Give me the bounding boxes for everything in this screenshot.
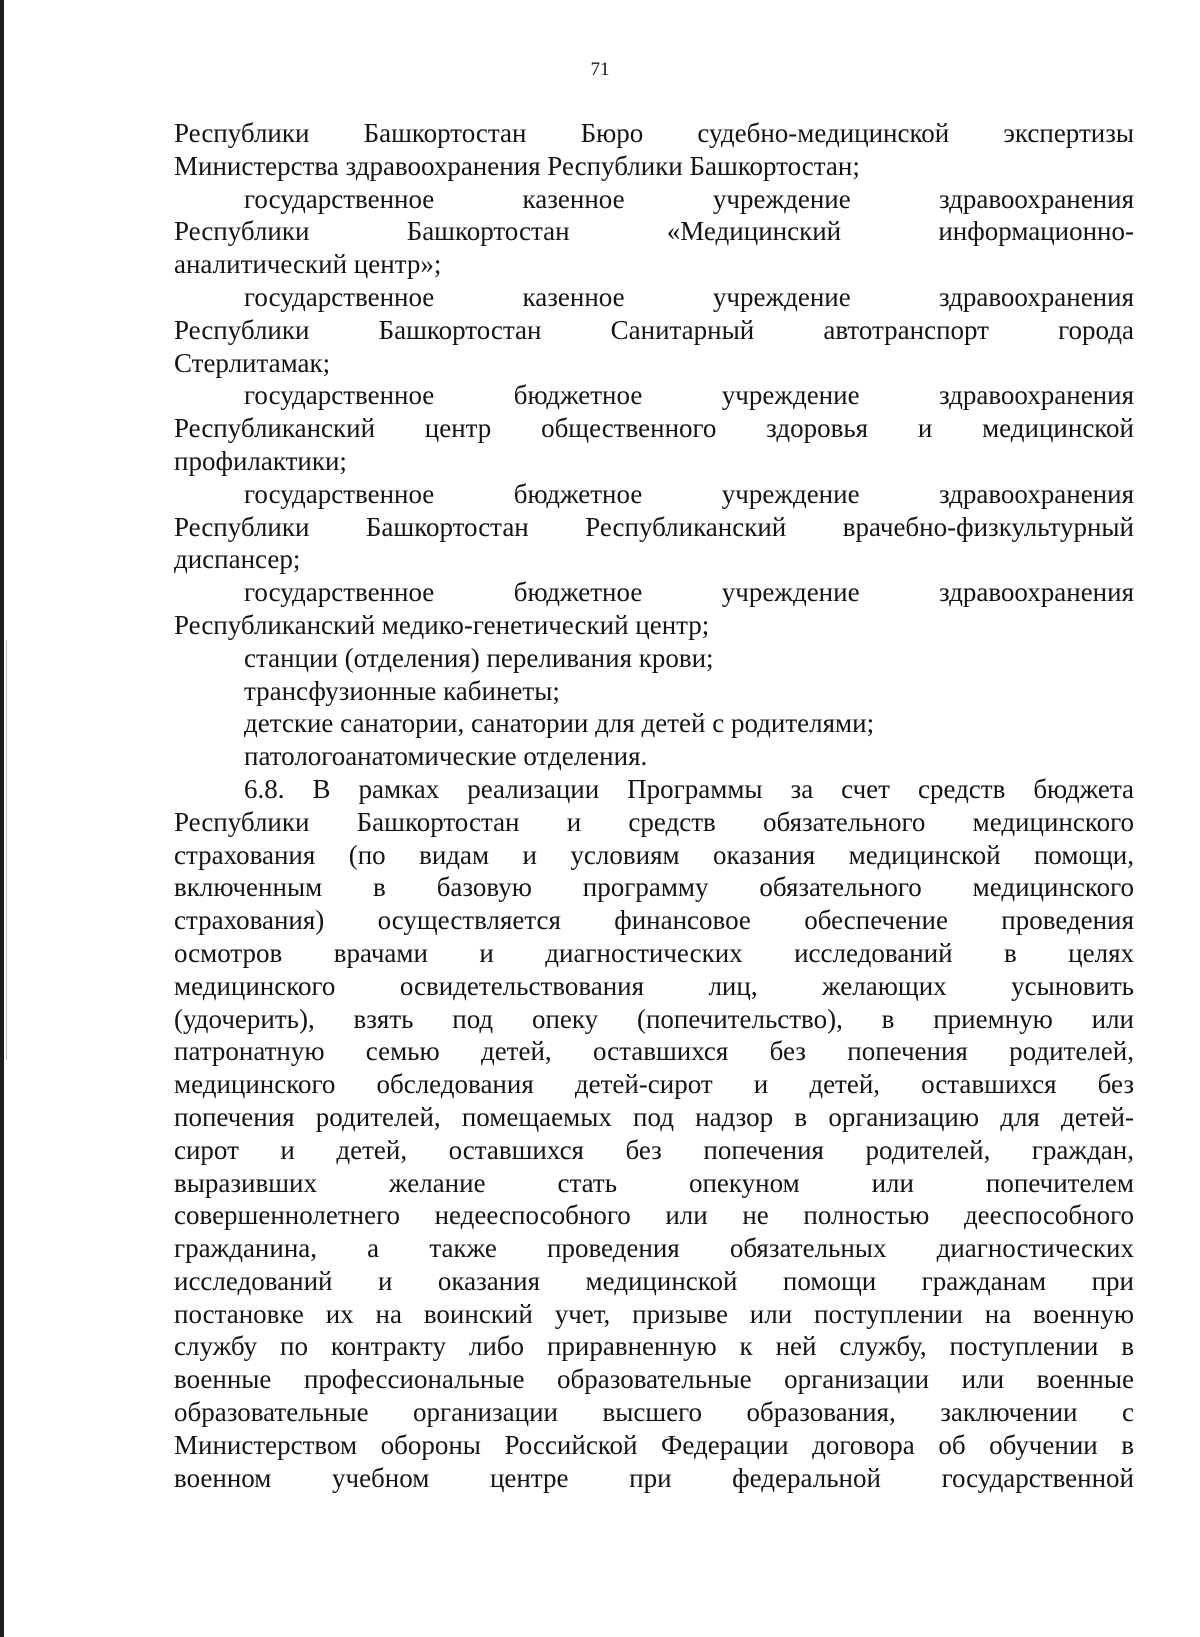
page-number: 71 [590, 59, 610, 80]
text-line: медицинского обследования детей-сирот и детей, оставшихся без [174, 1069, 1134, 1100]
text-line: Министерства здравоохранения Республики Башкортостан; [174, 150, 860, 181]
text-line: военном учебном центре при федеральной государственной [174, 1462, 1134, 1493]
text-line: Республики Башкортостан «Медицинский информационно- [174, 216, 1134, 247]
text-line: выразивших желание стать опекуном или попечителем [174, 1167, 1134, 1198]
text-line: государственное бюджетное учреждение здравоохранения [244, 577, 1134, 608]
scan-left-edge [0, 0, 4, 1637]
document-body [174, 117, 1134, 1494]
text-line: страхования (по видам и условиям оказания медицинской помощи, [174, 839, 1134, 870]
text-line: Министерством обороны Российской Федерации договора об обучении в [174, 1429, 1134, 1460]
text-line: трансфузионные кабинеты; [244, 675, 560, 706]
text-line: гражданина, а также проведения обязательных диагностических [174, 1233, 1134, 1264]
text-line: патронатную семью детей, оставшихся без попечения родителей, [174, 1036, 1134, 1067]
text-line: диспансер; [174, 544, 301, 575]
text-line: 6.8. В рамках реализации Программы за счет средств бюджета [244, 773, 1134, 804]
text-line: Стерлитамак; [174, 347, 331, 378]
text-line: аналитический центр»; [174, 249, 442, 280]
text-line: совершеннолетнего недееспособного или не полностью дееспособного [174, 1200, 1134, 1231]
text-line: Республиканский медико-генетический центр; [174, 609, 710, 640]
scan-artifact-line [6, 640, 7, 1060]
text-line: Республики Башкортостан Санитарный автотранспорт города [174, 314, 1134, 345]
text-line: Республики Башкортостан Бюро судебно-медицинской экспертизы [174, 118, 1134, 148]
text-line: государственное бюджетное учреждение здравоохранения [244, 478, 1134, 509]
text-line: службу по контракту либо приравненную к ней службу, поступлении в [174, 1331, 1134, 1362]
text-line: Республики Башкортостан и средств обязательного медицинского [174, 806, 1134, 837]
text-line: детские санатории, санатории для детей с родителями; [244, 708, 875, 739]
text-line: (удочерить), взять под опеку (попечительство), в приемную или [174, 1003, 1134, 1034]
text-line: сирот и детей, оставшихся без попечения родителей, граждан, [174, 1134, 1134, 1165]
text-line: страхования) осуществляется финансовое обеспечение проведения [174, 905, 1134, 936]
text-line: осмотров врачами и диагностических исследований в целях [174, 937, 1134, 968]
text-line: государственное бюджетное учреждение здравоохранения [244, 380, 1134, 411]
text-line: профилактики; [174, 445, 347, 476]
text-line: исследований и оказания медицинской помощи гражданам при [174, 1265, 1134, 1296]
text-line: постановке их на воинский учет, призыве или поступлении на военную [174, 1298, 1134, 1329]
text-line: станции (отделения) переливания крови; [244, 642, 714, 673]
text-line: военные профессиональные образовательные организации или военные [174, 1364, 1134, 1395]
text-line: Республиканский центр общественного здоровья и медицинской [174, 413, 1134, 444]
text-line: государственное казенное учреждение здравоохранения [244, 281, 1134, 312]
text-line: образовательные организации высшего образования, заключении с [174, 1397, 1134, 1428]
text-line: медицинского освидетельствования лиц, желающих усыновить [174, 970, 1134, 1001]
text-line: патологоанатомические отделения. [244, 741, 648, 772]
text-line: попечения родителей, помещаемых под надзор в организацию для детей- [174, 1101, 1134, 1132]
text-line: Республики Башкортостан Республиканский врачебно-физкультурный [174, 511, 1134, 542]
text-line: включенным в базовую программу обязательного медицинского [174, 872, 1134, 903]
text-line: государственное казенное учреждение здравоохранения [244, 183, 1134, 214]
